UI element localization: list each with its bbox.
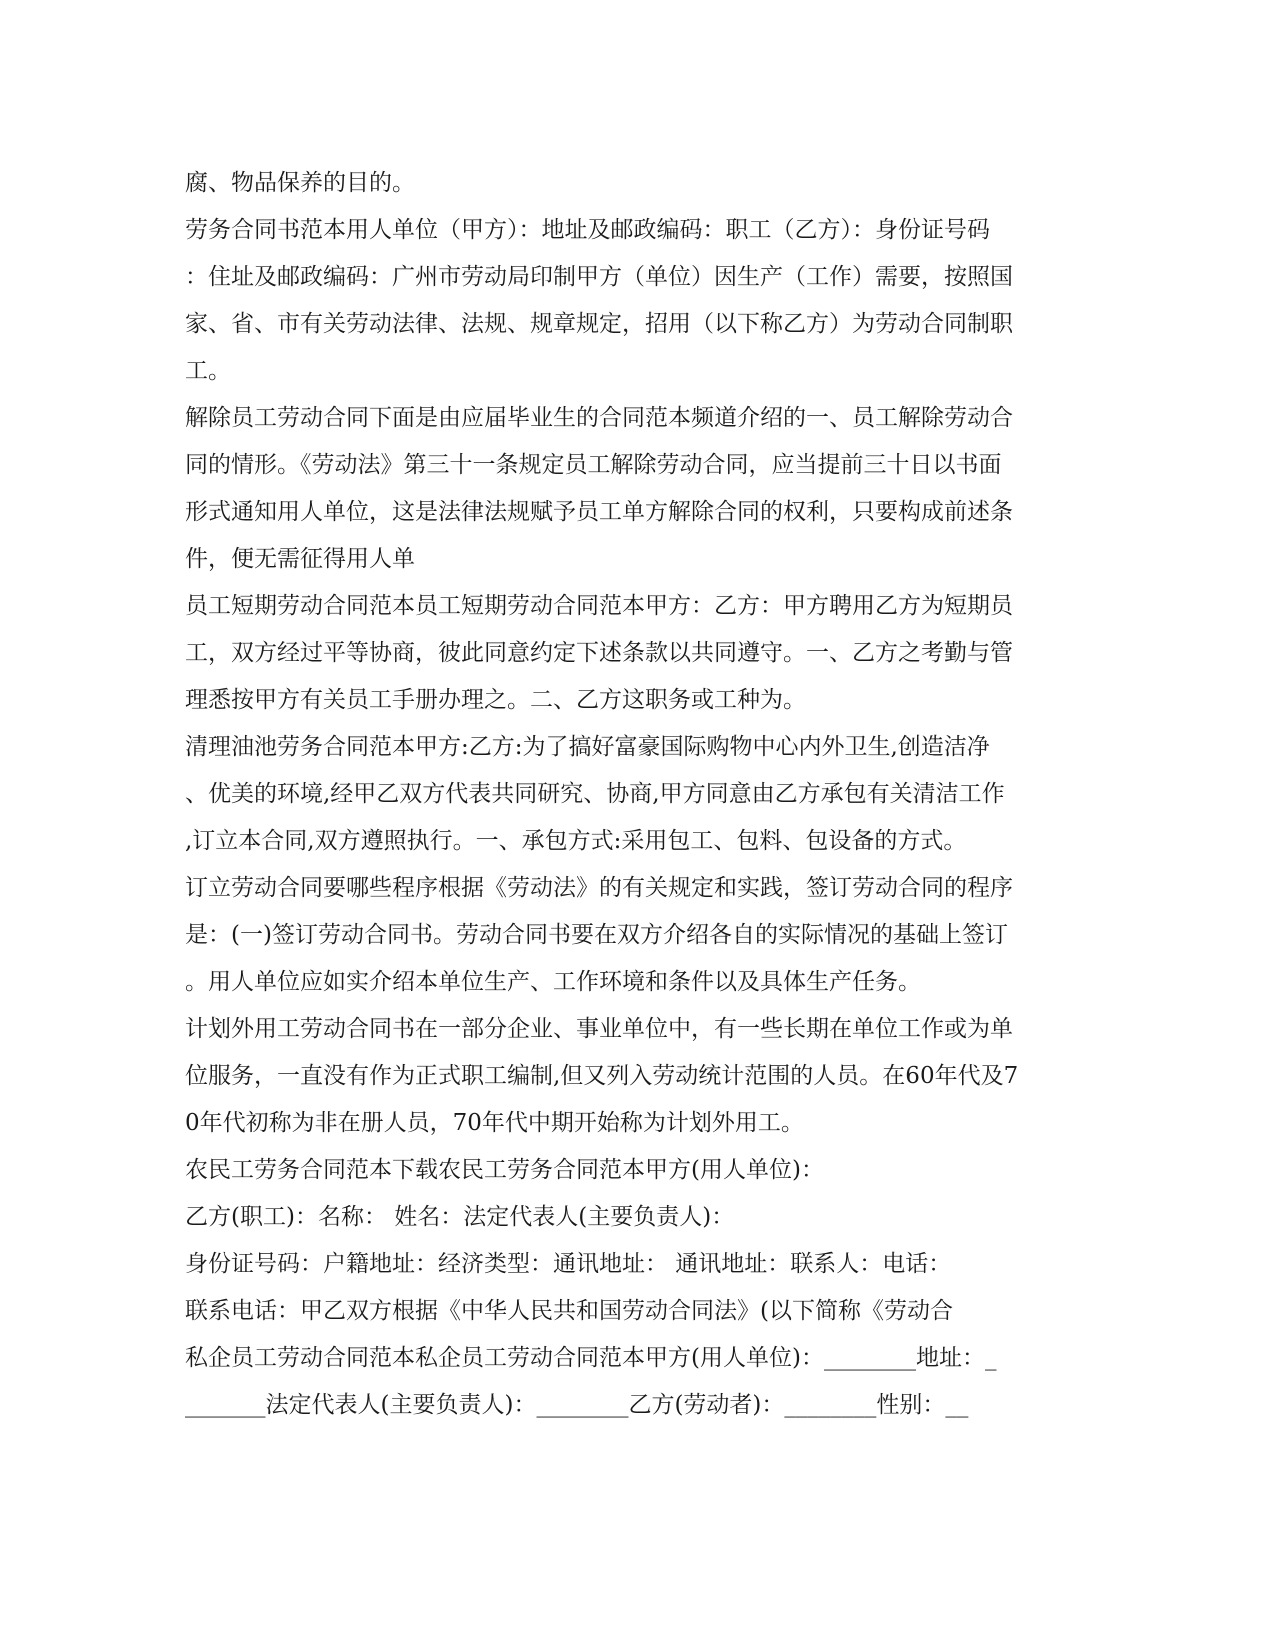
text-line: _______法定代表人(主要负责人)：________乙方(劳动者)：________性别：__ (185, 1392, 969, 1418)
text-line: 乙方(职工)：名称： 姓名：法定代表人(主要负责人)： (185, 1204, 735, 1230)
text-line: 身份证号码：户籍地址：经济类型：通讯地址： 通讯地址：联系人：电话： (185, 1251, 952, 1277)
text-line: 。用人单位应如实介绍本单位生产、工作环境和条件以及具体生产任务。 (185, 969, 921, 995)
text-line: 清理油池劳务合同范本甲方:乙方:为了搞好富豪国际购物中心内外卫生,创造洁净 (185, 734, 990, 760)
text-line: 解除员工劳动合同下面是由应届毕业生的合同范本频道介绍的一、员工解除劳动合 (185, 405, 1013, 431)
text-line: 联系电话：甲乙双方根据《中华人民共和国劳动合同法》(以下简称《劳动合 (185, 1298, 953, 1324)
text-line: 劳务合同书范本用人单位（甲方）：地址及邮政编码：职工（乙方）：身份证号码 (185, 217, 990, 243)
text-line: 计划外用工劳动合同书在一部分企业、事业单位中，有一些长期在单位工作或为单 (185, 1016, 1013, 1042)
text-line: 工。 (185, 358, 231, 384)
text-line: ,订立本合同,双方遵照执行。一、承包方式:采用包工、包料、包设备的方式。 (185, 828, 967, 854)
text-line: 0年代初称为非在册人员，70年代中期开始称为计划外用工。 (185, 1110, 804, 1136)
text-line: 形式通知用人单位，这是法律法规赋予员工单方解除合同的权利，只要构成前述条 (185, 499, 1013, 525)
text-line: 、优美的环境,经甲乙双方代表共同研究、协商,甲方同意由乙方承包有关清洁工作 (185, 781, 1005, 807)
text-line: 员工短期劳动合同范本员工短期劳动合同范本甲方：乙方：甲方聘用乙方为短期员 (185, 593, 1013, 619)
text-line: 位服务，一直没有作为正式职工编制,但又列入劳动统计范围的人员。在60年代及7 (185, 1063, 1019, 1089)
text-line: ：住址及邮政编码：广州市劳动局印制甲方（单位）因生产（工作）需要，按照国 (185, 264, 1013, 290)
text-line: 件，便无需征得用人单 (185, 546, 415, 572)
text-line: 腐、物品保养的目的。 (185, 170, 415, 196)
text-line: 工，双方经过平等协商，彼此同意约定下述条款以共同遵守。一、乙方之考勤与管 (185, 640, 1013, 666)
text-line: 农民工劳务合同范本下载农民工劳务合同范本甲方(用人单位)： (185, 1157, 824, 1183)
text-line: 理悉按甲方有关员工手册办理之。二、乙方这职务或工种为。 (185, 687, 806, 713)
text-line: 同的情形。《劳动法》第三十一条规定员工解除劳动合同，应当提前三十日以书面 (185, 452, 1002, 478)
text-line: 私企员工劳动合同范本私企员工劳动合同范本甲方(用人单位)：________地址：_ (185, 1345, 997, 1371)
document-body (185, 160, 1090, 1429)
text-line: 订立劳动合同要哪些程序根据《劳动法》的有关规定和实践，签订劳动合同的程序 (185, 875, 1013, 901)
text-line: 家、省、市有关劳动法律、法规、规章规定，招用（以下称乙方）为劳动合同制职 (185, 311, 1013, 337)
text-line: 是：(一)签订劳动合同书。劳动合同书要在双方介绍各自的实际情况的基础上签订 (185, 922, 1008, 948)
